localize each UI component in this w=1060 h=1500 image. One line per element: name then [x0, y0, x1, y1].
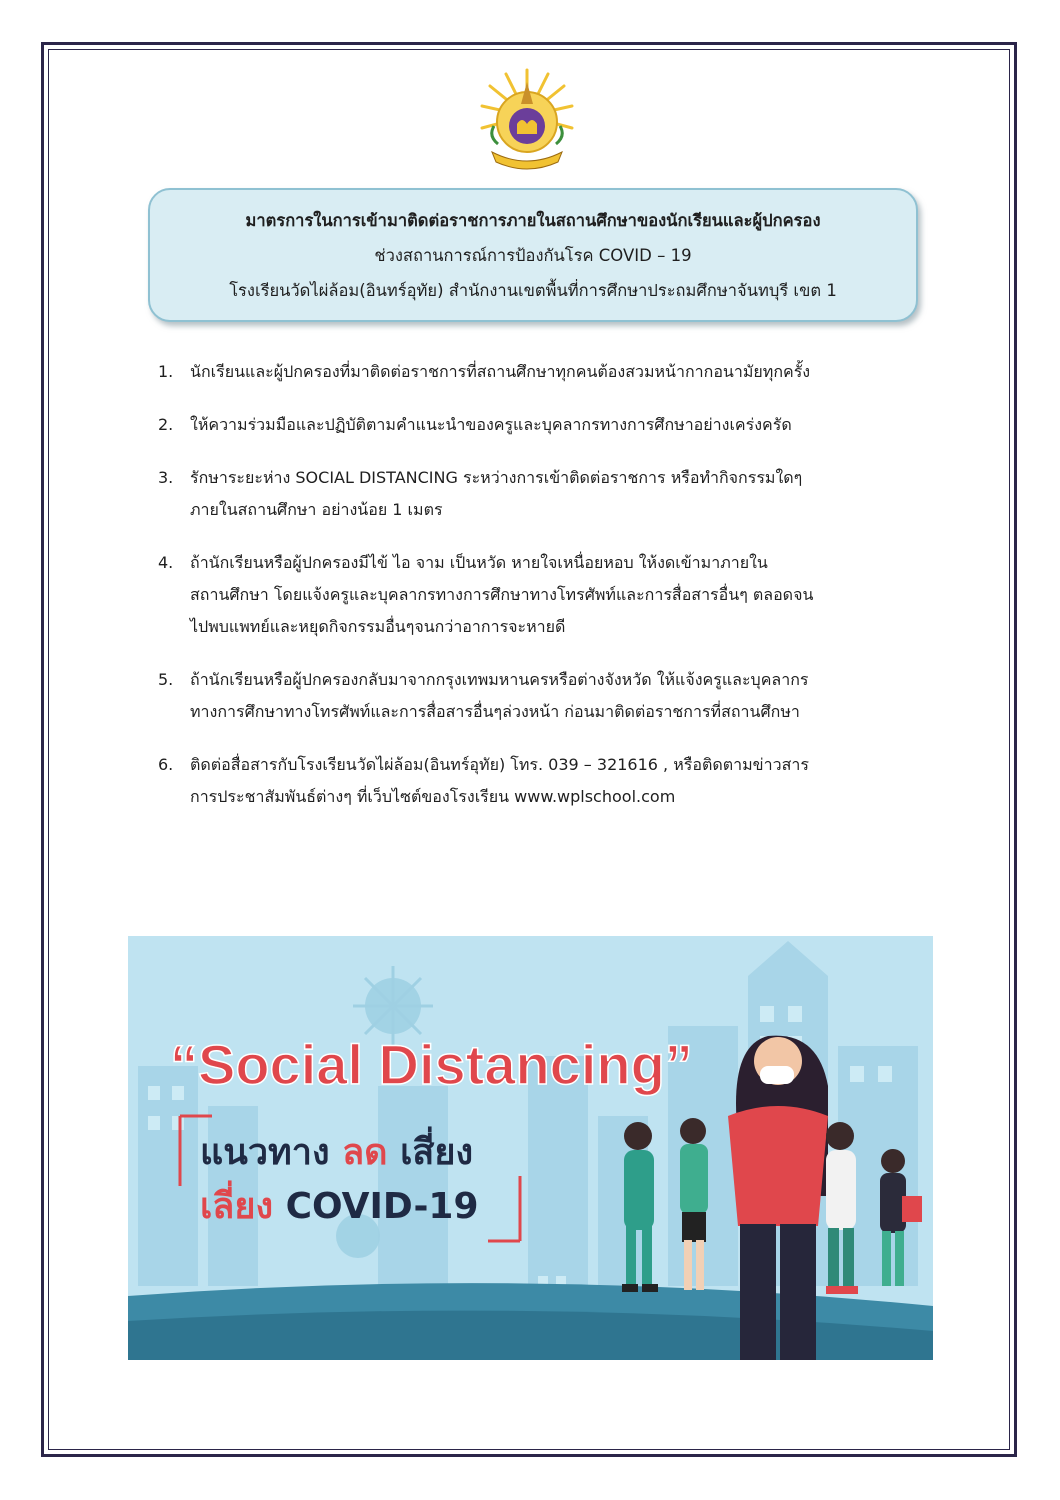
rule-number: 4. [158, 553, 174, 572]
rule-item-2 [158, 409, 918, 441]
banner-line1-part1: แนวทาง [200, 1132, 330, 1173]
rule-item-1 [158, 356, 918, 388]
rule-line: การประชาสัมพันธ์ต่างๆ ที่เว็บไซต์ของโรงเรียน www.wplschool.com [190, 787, 676, 806]
rule-line: ให้ความร่วมมือและปฏิบัติตามคำแนะนำของครูและบุคลากรทางการศึกษาอย่างเคร่งครัด [190, 415, 792, 434]
banner-line1-part2: เสี่ยง [400, 1132, 474, 1173]
banner-line1-highlight: ลด [342, 1132, 388, 1173]
rule-number: 3. [158, 468, 174, 487]
rule-text [190, 356, 810, 388]
banner-line2-part2: COVID-19 [285, 1186, 479, 1227]
header-title-line-1: มาตรการในการเข้ามาติดต่อราชการภายในสถานศึกษาของนักเรียนและผู้ปกครอง [245, 210, 821, 230]
banner-title: “Social Distancing” [170, 1033, 693, 1096]
rule-number: 6. [158, 755, 174, 774]
school-logo [478, 66, 576, 172]
banner-line2-part1: เลี่ยง [200, 1186, 274, 1227]
rule-line: ติดต่อสื่อสารกับโรงเรียนวัดไผ่ล้อม(อินทร์อุทัย) โทร. 039 – 321616 , หรือติดตามข่าวสาร [190, 755, 809, 774]
rule-line: สถานศึกษา โดยแจ้งครูและบุคลากรทางการศึกษาทางโทรศัพท์และการสื่อสารอื่นๆ ตลอดจน [190, 585, 814, 604]
header-box [148, 188, 918, 322]
rule-line: รักษาระยะห่าง SOCIAL DISTANCING ระหว่างการเข้าติดต่อราชการ หรือทำกิจกรรมใดๆ [190, 468, 803, 487]
rule-item-4 [158, 547, 918, 643]
rule-text [190, 409, 792, 441]
rules-list [158, 356, 918, 834]
rule-line: ถ้านักเรียนหรือผู้ปกครองมีไข้ ไอ จาม เป็นหวัด หายใจเหนื่อยหอบ ให้งดเข้ามาภายใน [190, 553, 768, 572]
rule-line: ถ้านักเรียนหรือผู้ปกครองกลับมาจากกรุงเทพมหานครหรือต่างจังหวัด ให้แจ้งครูและบุคลากร [190, 670, 809, 689]
rule-text [190, 462, 802, 526]
social-distancing-banner [128, 936, 933, 1360]
rule-number: 5. [158, 670, 174, 689]
rule-text [190, 749, 809, 813]
rule-text [190, 664, 808, 728]
svg-text:เลี่ยง COVID-19 [200, 1180, 479, 1227]
rule-line: ไปพบแพทย์และหยุดกิจกรรมอื่นๆจนกว่าอาการจะหายดี [190, 617, 566, 636]
rule-line: ทางการศึกษาทางโทรศัพท์และการสื่อสารอื่นๆล่วงหน้า ก่อนมาติดต่อราชการที่สถานศึกษา [190, 702, 800, 721]
svg-text:แนวทาง ลด เสี่ยง [200, 1126, 473, 1173]
rule-line: นักเรียนและผู้ปกครองที่มาติดต่อราชการที่สถานศึกษาทุกคนต้องสวมหน้ากากอนามัยทุกครั้ง [190, 362, 811, 381]
rule-item-3 [158, 462, 918, 526]
rule-text [190, 547, 813, 643]
rule-number: 2. [158, 415, 174, 434]
rule-item-6 [158, 749, 918, 813]
header-title-line-2: ช่วงสถานการณ์การป้องกันโรค COVID – 19 [374, 245, 692, 265]
header-title-line-3: โรงเรียนวัดไผ่ล้อม(อินทร์อุทัย) สำนักงานเขตพื้นที่การศึกษาประถมศึกษาจันทบุรี เขต 1 [229, 280, 837, 300]
rule-number: 1. [158, 362, 174, 381]
rule-line: ภายในสถานศึกษา อย่างน้อย 1 เมตร [190, 500, 443, 519]
rule-item-5 [158, 664, 918, 728]
